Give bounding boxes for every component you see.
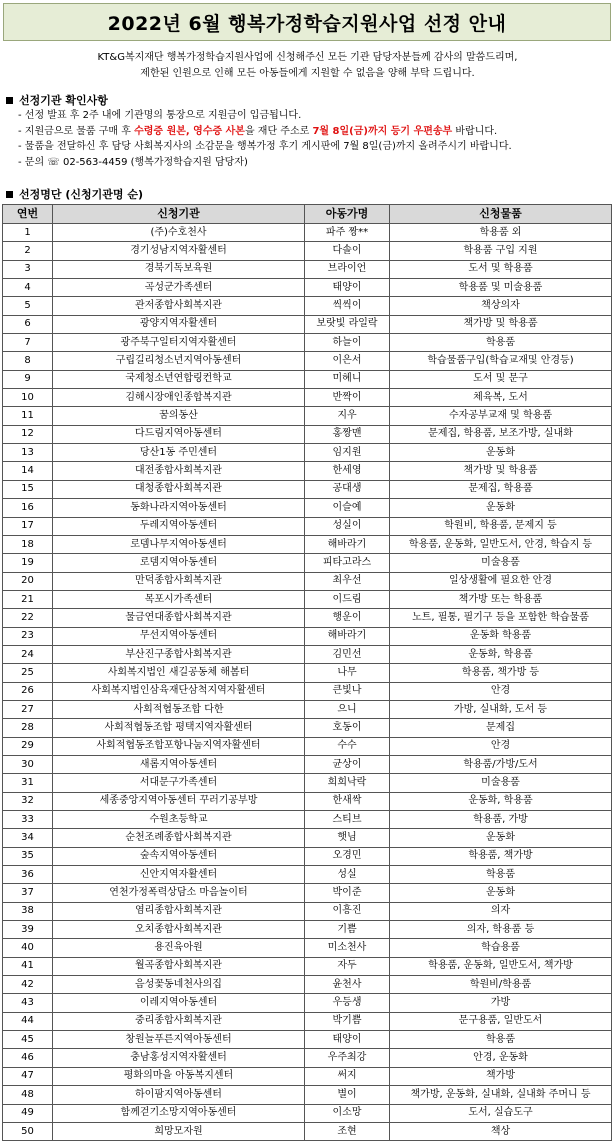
table-row: [3, 1067, 612, 1085]
cell-items: 책가방 또는 학용품: [390, 590, 612, 608]
cell-child-alias: 공대생: [305, 480, 390, 498]
table-row: [3, 609, 612, 627]
cell-items: 미술용품: [390, 554, 612, 572]
table-row: [3, 480, 612, 498]
cell-items: 학습용품: [390, 939, 612, 957]
table-row: [3, 1086, 612, 1104]
cell-items: 문제집, 학용품, 보조가방, 실내화: [390, 425, 612, 443]
cell-items: 학용품 외: [390, 224, 612, 242]
header-institution: 신청기관: [53, 205, 305, 224]
cell-institution: (주)수호천사: [53, 224, 305, 242]
cell-items: 도서 및 문구: [390, 370, 612, 388]
cell-items: 학원비/학용품: [390, 976, 612, 994]
table-row: [3, 682, 612, 700]
section-heading-label: 선정명단 (신청기관명 순): [19, 188, 143, 201]
table-row: [3, 939, 612, 957]
notice-text: - 문의 ☏ 02-563-4459 (행복가정학습지원 담당자): [18, 156, 248, 168]
cell-items: 문제집, 학용품: [390, 480, 612, 498]
cell-child-alias: 햇님: [305, 829, 390, 847]
table-row: [3, 719, 612, 737]
cell-child-alias: 이은서: [305, 352, 390, 370]
cell-no: 22: [3, 609, 53, 627]
cell-child-alias: 호동이: [305, 719, 390, 737]
cell-institution: 세종중앙지역아동센터 꾸러기공부방: [53, 792, 305, 810]
cell-child-alias: 별이: [305, 1086, 390, 1104]
cell-items: 안경: [390, 682, 612, 700]
cell-no: 14: [3, 462, 53, 480]
page-title-box: [3, 3, 611, 41]
cell-items: 학용품, 운동화, 일반도서, 책가방: [390, 957, 612, 975]
cell-child-alias: 행운이: [305, 609, 390, 627]
table-row: [3, 921, 612, 939]
cell-child-alias: 홍짱맨: [305, 425, 390, 443]
cell-child-alias: 이소망: [305, 1104, 390, 1122]
cell-no: 3: [3, 260, 53, 278]
cell-no: 40: [3, 939, 53, 957]
table-row: [3, 260, 612, 278]
cell-child-alias: 최우선: [305, 572, 390, 590]
cell-no: 10: [3, 389, 53, 407]
cell-no: 1: [3, 224, 53, 242]
cell-institution: 순천조례종합사회복지관: [53, 829, 305, 847]
notice-item: [18, 124, 512, 140]
cell-institution: 사회적협동조합포항나눔지역자활센터: [53, 737, 305, 755]
table-row: [3, 499, 612, 517]
notice-highlight: 수령증 원본, 영수증 사본: [134, 125, 245, 137]
cell-child-alias: 박기쁨: [305, 1012, 390, 1030]
cell-child-alias: 하늘이: [305, 334, 390, 352]
table-header-row: [3, 205, 612, 224]
notice-item: [18, 108, 512, 124]
cell-institution: 꿈의동산: [53, 407, 305, 425]
section-heading-list: [6, 186, 143, 202]
cell-institution: 곡성군가족센터: [53, 279, 305, 297]
cell-items: 학용품 구입 지원: [390, 242, 612, 260]
table-row: [3, 847, 612, 865]
cell-institution: 사회복지법인삼육재단삼척지역자활센터: [53, 682, 305, 700]
cell-child-alias: 보랏빛 라일락: [305, 315, 390, 333]
cell-no: 5: [3, 297, 53, 315]
table-row: [3, 279, 612, 297]
cell-items: 운동화 학용품: [390, 627, 612, 645]
cell-items: 학용품/가방/도서: [390, 755, 612, 773]
cell-items: 일상생활에 필요한 안경: [390, 572, 612, 590]
cell-no: 32: [3, 792, 53, 810]
cell-institution: 중리종합사회복지관: [53, 1012, 305, 1030]
cell-no: 7: [3, 334, 53, 352]
cell-institution: 김해시장애인종합복지관: [53, 389, 305, 407]
cell-institution: 이레지역아동센터: [53, 994, 305, 1012]
cell-no: 4: [3, 279, 53, 297]
header-items: 신청물품: [390, 205, 612, 224]
cell-child-alias: 해바라기: [305, 627, 390, 645]
table-row: [3, 811, 612, 829]
cell-institution: 음성꽃동네천사의집: [53, 976, 305, 994]
cell-no: 24: [3, 645, 53, 663]
table-row: [3, 315, 612, 333]
table-row: [3, 737, 612, 755]
cell-no: 8: [3, 352, 53, 370]
cell-items: 체육복, 도서: [390, 389, 612, 407]
cell-institution: 염리종합사회복지관: [53, 902, 305, 920]
cell-no: 19: [3, 554, 53, 572]
table-row: [3, 1122, 612, 1140]
cell-items: 학용품, 운동화, 일반도서, 안경, 학습지 등: [390, 535, 612, 553]
cell-items: 안경, 운동화: [390, 1049, 612, 1067]
notice-highlight: 7월 8일(금)까지 등기 우편송부: [312, 125, 453, 137]
cell-institution: 숲속지역아동센터: [53, 847, 305, 865]
table-row: [3, 407, 612, 425]
cell-institution: 연천가정폭력상담소 마음놀이터: [53, 884, 305, 902]
square-bullet-icon: [6, 191, 13, 198]
table-row: [3, 700, 612, 718]
cell-items: 학용품, 책가방: [390, 847, 612, 865]
cell-institution: 오치종합사회복지관: [53, 921, 305, 939]
table-row: [3, 645, 612, 663]
table-row: [3, 517, 612, 535]
cell-child-alias: 박이준: [305, 884, 390, 902]
cell-institution: 두레지역아동센터: [53, 517, 305, 535]
intro-text: [0, 50, 615, 82]
cell-child-alias: 해바라기: [305, 535, 390, 553]
table-row: [3, 755, 612, 773]
table-row: [3, 224, 612, 242]
cell-institution: 무선지역아동센터: [53, 627, 305, 645]
cell-institution: 창원늘푸른지역아동센터: [53, 1031, 305, 1049]
cell-institution: 구립길리청소년지역아동센터: [53, 352, 305, 370]
notice-item: [18, 155, 512, 171]
cell-items: 도서 및 학용품: [390, 260, 612, 278]
table-row: [3, 444, 612, 462]
table-body: [3, 224, 612, 1141]
cell-institution: 동화나라지역아동센터: [53, 499, 305, 517]
cell-institution: 대청종합사회복지관: [53, 480, 305, 498]
cell-no: 50: [3, 1122, 53, 1140]
cell-institution: 월곡종합사회복지관: [53, 957, 305, 975]
cell-child-alias: 균상이: [305, 755, 390, 773]
cell-no: 35: [3, 847, 53, 865]
cell-no: 30: [3, 755, 53, 773]
cell-child-alias: 다솔이: [305, 242, 390, 260]
cell-items: 학용품: [390, 334, 612, 352]
cell-institution: 새롬지역아동센터: [53, 755, 305, 773]
cell-institution: 경북기독보육원: [53, 260, 305, 278]
cell-no: 48: [3, 1086, 53, 1104]
cell-institution: 다드림지역아동센터: [53, 425, 305, 443]
cell-institution: 충남홍성지역자활센터: [53, 1049, 305, 1067]
table-row: [3, 976, 612, 994]
table-row: [3, 297, 612, 315]
cell-no: 18: [3, 535, 53, 553]
cell-items: 운동화: [390, 829, 612, 847]
cell-no: 13: [3, 444, 53, 462]
cell-items: 문구용품, 일반도서: [390, 1012, 612, 1030]
cell-items: 운동화: [390, 444, 612, 462]
cell-no: 29: [3, 737, 53, 755]
cell-items: 문제집: [390, 719, 612, 737]
cell-no: 11: [3, 407, 53, 425]
cell-institution: 희망모자원: [53, 1122, 305, 1140]
cell-child-alias: 한새싹: [305, 792, 390, 810]
cell-child-alias: 김민선: [305, 645, 390, 663]
table-row: [3, 627, 612, 645]
cell-items: 가방, 실내화, 도서 등: [390, 700, 612, 718]
notice-text: - 선정 발표 후 2주 내에 기관명의 통장으로 지원금이 입금됩니다.: [18, 110, 302, 121]
cell-no: 17: [3, 517, 53, 535]
cell-child-alias: 써지: [305, 1067, 390, 1085]
cell-institution: 수원초등학교: [53, 811, 305, 829]
cell-institution: 물금연대종합사회복지관: [53, 609, 305, 627]
table-row: [3, 866, 612, 884]
cell-items: 도서, 실습도구: [390, 1104, 612, 1122]
cell-child-alias: 스티브: [305, 811, 390, 829]
cell-no: 37: [3, 884, 53, 902]
cell-child-alias: 오경민: [305, 847, 390, 865]
cell-items: 운동화: [390, 884, 612, 902]
cell-no: 47: [3, 1067, 53, 1085]
table-row: [3, 352, 612, 370]
cell-institution: 경기성남지역자활센터: [53, 242, 305, 260]
cell-no: 25: [3, 664, 53, 682]
cell-no: 38: [3, 902, 53, 920]
table-row: [3, 774, 612, 792]
table-row: [3, 1049, 612, 1067]
table-row: [3, 1031, 612, 1049]
cell-no: 6: [3, 315, 53, 333]
cell-no: 23: [3, 627, 53, 645]
cell-institution: 관저종합사회복지관: [53, 297, 305, 315]
cell-child-alias: 태양이: [305, 279, 390, 297]
cell-child-alias: 수수: [305, 737, 390, 755]
cell-institution: 광양지역자활센터: [53, 315, 305, 333]
table-row: [3, 334, 612, 352]
cell-institution: 신안지역자활센터: [53, 866, 305, 884]
cell-no: 41: [3, 957, 53, 975]
table-row: [3, 370, 612, 388]
cell-child-alias: 반짝이: [305, 389, 390, 407]
cell-items: 책상: [390, 1122, 612, 1140]
cell-child-alias: 자두: [305, 957, 390, 975]
cell-no: 31: [3, 774, 53, 792]
cell-no: 26: [3, 682, 53, 700]
cell-items: 책가방 및 학용품: [390, 462, 612, 480]
cell-no: 2: [3, 242, 53, 260]
cell-institution: 부산진구종합사회복지관: [53, 645, 305, 663]
cell-child-alias: 우주최강: [305, 1049, 390, 1067]
cell-items: 책가방 및 학용품: [390, 315, 612, 333]
table-row: [3, 590, 612, 608]
cell-items: 학용품, 가방: [390, 811, 612, 829]
table-row: [3, 389, 612, 407]
table-row: [3, 242, 612, 260]
cell-no: 49: [3, 1104, 53, 1122]
cell-child-alias: 기쁨: [305, 921, 390, 939]
notice-text: - 지원금으로 물품 구매 후: [18, 125, 135, 137]
cell-no: 20: [3, 572, 53, 590]
section-heading-label: 선정기관 확인사항: [19, 94, 108, 107]
cell-child-alias: 성실이: [305, 517, 390, 535]
cell-items: 학습물품구입(학습교재및 안경등): [390, 352, 612, 370]
cell-institution: 사회복지법인 새길공동체 해봄터: [53, 664, 305, 682]
cell-no: 21: [3, 590, 53, 608]
cell-no: 42: [3, 976, 53, 994]
cell-no: 9: [3, 370, 53, 388]
cell-child-alias: 미혜니: [305, 370, 390, 388]
table-row: [3, 572, 612, 590]
cell-no: 46: [3, 1049, 53, 1067]
table-row: [3, 462, 612, 480]
cell-child-alias: 브라이언: [305, 260, 390, 278]
cell-institution: 목포시가족센터: [53, 590, 305, 608]
cell-institution: 당산1동 주민센터: [53, 444, 305, 462]
table-row: [3, 792, 612, 810]
intro-line: 제한된 인원으로 인해 모든 아동들에게 지원할 수 없음을 양해 부탁 드립니다.: [140, 68, 475, 79]
table-row: [3, 957, 612, 975]
cell-institution: 로뎀지역아동센터: [53, 554, 305, 572]
cell-institution: 로뎀나무지역아동센터: [53, 535, 305, 553]
table-row: [3, 884, 612, 902]
cell-items: 운동화: [390, 499, 612, 517]
table-row: [3, 554, 612, 572]
cell-child-alias: 나무: [305, 664, 390, 682]
cell-items: 안경: [390, 737, 612, 755]
cell-child-alias: 이드림: [305, 590, 390, 608]
cell-child-alias: 큰빛나: [305, 682, 390, 700]
table-row: [3, 1012, 612, 1030]
cell-child-alias: 희희낙락: [305, 774, 390, 792]
cell-institution: 국제청소년연합링컨학교: [53, 370, 305, 388]
cell-no: 45: [3, 1031, 53, 1049]
cell-items: 학용품 및 미술용품: [390, 279, 612, 297]
notice-list: [18, 108, 512, 170]
cell-items: 의자: [390, 902, 612, 920]
cell-items: 학용품: [390, 1031, 612, 1049]
cell-institution: 하이팜지역아동센터: [53, 1086, 305, 1104]
cell-items: 학원비, 학용품, 문제지 등: [390, 517, 612, 535]
cell-institution: 사회적협동조합 다한: [53, 700, 305, 718]
cell-items: 노트, 필통, 필기구 등을 포함한 학습물품: [390, 609, 612, 627]
table-row: [3, 535, 612, 553]
table-row: [3, 902, 612, 920]
cell-no: 44: [3, 1012, 53, 1030]
table-row: [3, 1104, 612, 1122]
cell-institution: 사회적협동조합 평택지역자활센터: [53, 719, 305, 737]
page-title: 2022년 6월 행복가정학습지원사업 선정 안내: [107, 12, 507, 35]
cell-child-alias: 으니: [305, 700, 390, 718]
cell-child-alias: 임지원: [305, 444, 390, 462]
cell-child-alias: 파주 짱**: [305, 224, 390, 242]
cell-items: 의자, 학용품 등: [390, 921, 612, 939]
cell-child-alias: 성실: [305, 866, 390, 884]
cell-items: 수자공부교재 및 학용품: [390, 407, 612, 425]
cell-child-alias: 한세영: [305, 462, 390, 480]
intro-line: KT&G복지재단 행복가정학습지원사업에 신청해주신 모든 기관 담당자분들께 감사의 말씀드리며,: [97, 52, 518, 63]
cell-no: 15: [3, 480, 53, 498]
cell-items: 운동화, 학용품: [390, 792, 612, 810]
cell-no: 36: [3, 866, 53, 884]
cell-child-alias: 피타고라스: [305, 554, 390, 572]
cell-no: 39: [3, 921, 53, 939]
cell-institution: 함께걷기소망지역아동센터: [53, 1104, 305, 1122]
cell-institution: 서대문구가족센터: [53, 774, 305, 792]
header-no: 연번: [3, 205, 53, 224]
cell-child-alias: 우등생: [305, 994, 390, 1012]
table-row: [3, 829, 612, 847]
table-row: [3, 664, 612, 682]
cell-child-alias: 태양이: [305, 1031, 390, 1049]
notice-text: 바랍니다.: [452, 125, 498, 137]
cell-items: 책가방, 운동화, 실내화, 실내화 주머니 등: [390, 1086, 612, 1104]
cell-no: 16: [3, 499, 53, 517]
cell-no: 28: [3, 719, 53, 737]
cell-institution: 만덕종합사회복지관: [53, 572, 305, 590]
selection-table: [2, 204, 612, 1141]
cell-no: 33: [3, 811, 53, 829]
section-heading-notice: [6, 92, 108, 108]
cell-institution: 용진육아원: [53, 939, 305, 957]
cell-items: 가방: [390, 994, 612, 1012]
cell-child-alias: 조현: [305, 1122, 390, 1140]
cell-items: 학용품: [390, 866, 612, 884]
cell-items: 책가방: [390, 1067, 612, 1085]
square-bullet-icon: [6, 97, 13, 104]
cell-items: 운동화, 학용품: [390, 645, 612, 663]
table-row: [3, 994, 612, 1012]
cell-child-alias: 미소천사: [305, 939, 390, 957]
cell-no: 12: [3, 425, 53, 443]
cell-child-alias: 이흥진: [305, 902, 390, 920]
cell-child-alias: 이슬예: [305, 499, 390, 517]
cell-items: 책상의자: [390, 297, 612, 315]
cell-no: 34: [3, 829, 53, 847]
cell-items: 학용품, 책가방 등: [390, 664, 612, 682]
header-child-alias: 아동가명: [305, 205, 390, 224]
cell-no: 43: [3, 994, 53, 1012]
cell-institution: 평화의마을 아동복지센터: [53, 1067, 305, 1085]
notice-text: 을 재단 주소로: [244, 125, 313, 137]
notice-text: - 물품을 전달하신 후 담당 사회복지사의 소감문을 행복가정 후기 게시판에 7월 8일(금)까지 올려주시기 바랍니다.: [18, 141, 512, 152]
table-row: [3, 425, 612, 443]
cell-child-alias: 지우: [305, 407, 390, 425]
notice-item: [18, 139, 512, 155]
cell-institution: 대전종합사회복지관: [53, 462, 305, 480]
cell-child-alias: 윤천사: [305, 976, 390, 994]
cell-items: 미술용품: [390, 774, 612, 792]
cell-no: 27: [3, 700, 53, 718]
cell-child-alias: 씩씩이: [305, 297, 390, 315]
cell-institution: 광주북구일터지역자활센터: [53, 334, 305, 352]
